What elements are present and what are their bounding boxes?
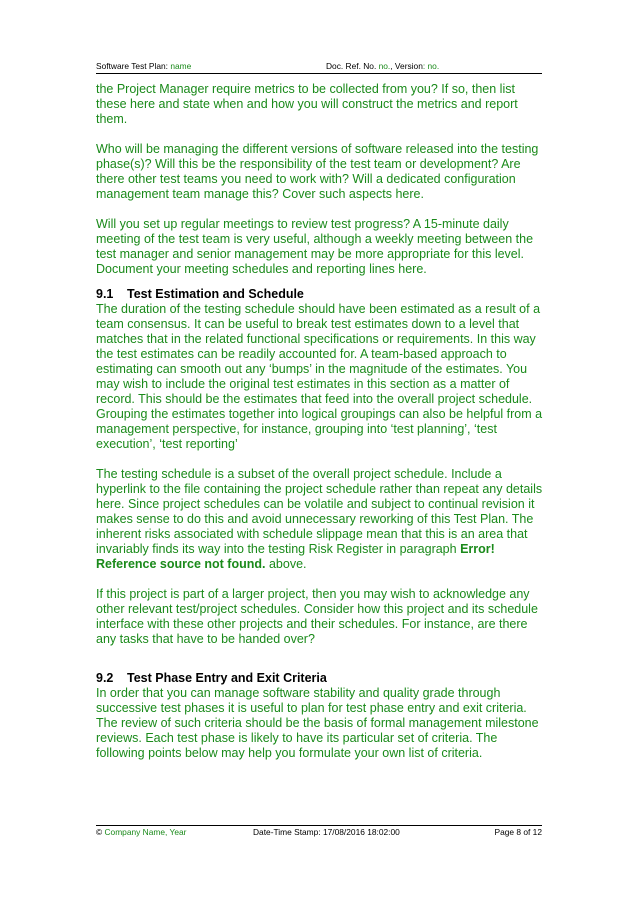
footer-timestamp: Date-Time Stamp: 17/08/2016 18:02:00 (253, 827, 400, 837)
heading-9-1-number: 9.1 (96, 287, 114, 301)
heading-9-2 (96, 671, 544, 686)
header-version-value: no. (427, 61, 440, 71)
paragraph-criteria: In order that you can manage software stability and quality grade through successive test phases it is useful to plan for test phase entry and exit criteria. The review of such criteria should be the basis of formal management milestone reviews. Each test phase is likely to have its particular set of criteria. The following points below may help you formulate your own list of criteria. (96, 686, 539, 760)
header-version-label: , Version (390, 61, 423, 71)
header-title-label: Software Test Plan: (96, 61, 168, 71)
copyright-icon: © (96, 827, 103, 837)
paragraph-larger-project: If this project is part of a larger project, then you may wish to acknowledge any other relevant test/project schedules. Consider how this project and its schedule interface with these other projects and their schedules. For instance, are there any tasks that have to be handed over? (96, 587, 538, 646)
header-ref-value: no. (378, 61, 391, 71)
paragraph-estimation: The duration of the testing schedule should have been estimated as a result of a team consensus. It can be useful to break test estimates down to a level that matches that in the related functional specifications or requirements. In this way the test estimates can be readily accounted for. A team-based approach to estimating can smooth out any ‘bumps’ in the magnitude of the estimates. You may wish to include the original test estimates in this section as a matter of record. This should be the estimates that feed into the overall project schedule. Grouping the estimates together into logical groupings can also be helpful from a management perspective, for instance, grouping into ‘test planning’, ‘test execution’, ‘test reporting’ (96, 302, 543, 451)
paragraph-metrics: the Project Manager require metrics to be collected from you? If so, then list these here and state when and how you will construct the metrics and report them. (96, 82, 518, 126)
heading-9-1 (96, 287, 544, 302)
reference-error: Error! Reference source not found. (96, 542, 495, 571)
paragraph-meetings: Will you set up regular meetings to review test progress? A 15-minute daily meeting of the test team is very useful, although a weekly meeting between the test manager and senior management may be more appropriate for this level. Document your meeting schedules and reporting lines here. (96, 217, 534, 276)
header-ref-label: Doc. Ref. No. (326, 61, 377, 71)
schedule-text-end: above. (265, 557, 307, 571)
paragraph-versions: Who will be managing the different versions of software released into the testing phase(s)? Will this be the responsibility of the test team or development? Are there other test teams you need to work with? Will a dedicated configuration management team manage this? Cover such aspects here. (96, 142, 539, 201)
document-body (96, 82, 544, 761)
heading-9-2-title: Test Phase Entry and Exit Criteria (127, 671, 327, 685)
heading-9-2-number: 9.2 (96, 671, 114, 685)
paragraph-schedule (96, 467, 544, 572)
schedule-text: The testing schedule is a subset of the overall project schedule. Include a hyperlink to the file containing the project schedule rather than repeat any details here. Since project schedules can be volatile and subject to continual revision it makes sense to do this and avoid unnecessary reworking of this Test Plan. The inherent risks associated with schedule slippage mean that this is an area that invariably finds its way into the testing Risk Register in paragraph (96, 467, 543, 556)
footer-company-name: Company Name, Year (104, 827, 187, 837)
header-title-value: name (170, 61, 192, 71)
footer-page-number: Page 8 of 12 (494, 827, 542, 837)
header-doc-ref (326, 60, 439, 72)
header-version-colon: : (422, 61, 426, 71)
page-footer (96, 825, 542, 838)
heading-9-1-title: Test Estimation and Schedule (127, 287, 304, 301)
page-header (96, 60, 542, 74)
header-doc-title (96, 60, 191, 72)
footer-company (96, 827, 186, 838)
